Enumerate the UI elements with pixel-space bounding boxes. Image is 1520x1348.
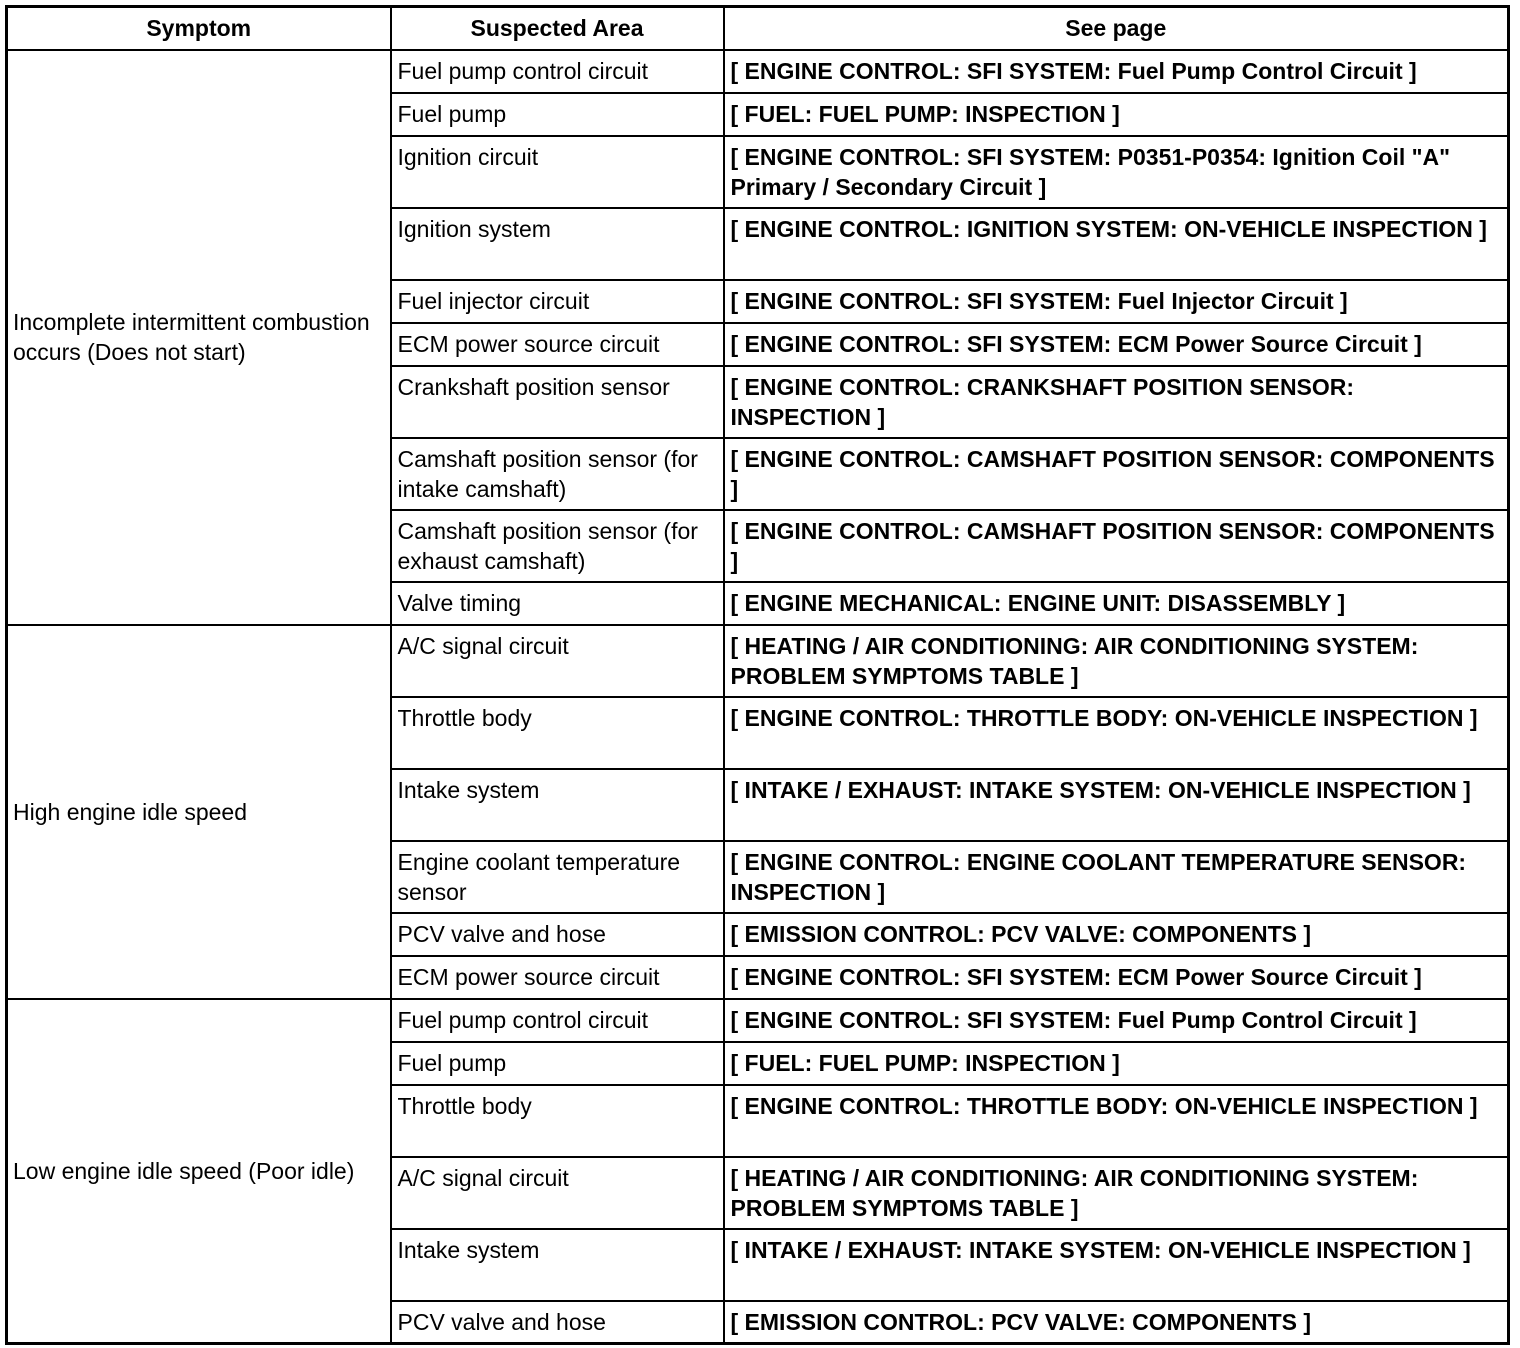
header-symptom: Symptom: [7, 7, 391, 50]
suspected-area-cell: ECM power source circuit: [391, 956, 724, 999]
suspected-area-cell: Fuel injector circuit: [391, 280, 724, 323]
suspected-area-cell: Fuel pump control circuit: [391, 50, 724, 93]
see-page-link[interactable]: [ HEATING / AIR CONDITIONING: AIR CONDITIONING SYSTEM: PROBLEM SYMPTOMS TABLE ]: [724, 1157, 1509, 1229]
see-page-link[interactable]: [ ENGINE CONTROL: THROTTLE BODY: ON-VEHICLE INSPECTION ]: [724, 697, 1509, 769]
suspected-area-cell: Engine coolant temperature sensor: [391, 841, 724, 913]
see-page-link[interactable]: [ ENGINE CONTROL: CAMSHAFT POSITION SENSOR: COMPONENTS ]: [724, 438, 1509, 510]
suspected-area-cell: Camshaft position sensor (for intake camshaft): [391, 438, 724, 510]
see-page-link[interactable]: [ ENGINE MECHANICAL: ENGINE UNIT: DISASSEMBLY ]: [724, 582, 1509, 625]
suspected-area-cell: Valve timing: [391, 582, 724, 625]
see-page-link[interactable]: [ HEATING / AIR CONDITIONING: AIR CONDITIONING SYSTEM: PROBLEM SYMPTOMS TABLE ]: [724, 625, 1509, 697]
header-row: [7, 7, 1509, 50]
suspected-area-cell: Fuel pump: [391, 1042, 724, 1085]
see-page-link[interactable]: [ ENGINE CONTROL: SFI SYSTEM: ECM Power Source Circuit ]: [724, 323, 1509, 366]
see-page-link[interactable]: [ INTAKE / EXHAUST: INTAKE SYSTEM: ON-VEHICLE INSPECTION ]: [724, 769, 1509, 841]
problem-symptoms-table: [5, 5, 1510, 1345]
see-page-link[interactable]: [ ENGINE CONTROL: IGNITION SYSTEM: ON-VEHICLE INSPECTION ]: [724, 208, 1509, 280]
table-row: [7, 999, 1509, 1042]
suspected-area-cell: ECM power source circuit: [391, 323, 724, 366]
see-page-link[interactable]: [ INTAKE / EXHAUST: INTAKE SYSTEM: ON-VEHICLE INSPECTION ]: [724, 1229, 1509, 1301]
see-page-link[interactable]: [ ENGINE CONTROL: SFI SYSTEM: Fuel Pump Control Circuit ]: [724, 999, 1509, 1042]
suspected-area-cell: A/C signal circuit: [391, 1157, 724, 1229]
see-page-link[interactable]: [ FUEL: FUEL PUMP: INSPECTION ]: [724, 93, 1509, 136]
suspected-area-cell: Ignition system: [391, 208, 724, 280]
suspected-area-cell: Crankshaft position sensor: [391, 366, 724, 438]
header-suspected-area: Suspected Area: [391, 7, 724, 50]
see-page-link[interactable]: [ ENGINE CONTROL: THROTTLE BODY: ON-VEHICLE INSPECTION ]: [724, 1085, 1509, 1157]
symptom-cell: High engine idle speed: [7, 625, 391, 999]
suspected-area-cell: Intake system: [391, 769, 724, 841]
see-page-link[interactable]: [ ENGINE CONTROL: SFI SYSTEM: P0351-P0354: Ignition Coil "A" Primary / Secondary Circuit ]: [724, 136, 1509, 208]
suspected-area-cell: Intake system: [391, 1229, 724, 1301]
see-page-link[interactable]: [ EMISSION CONTROL: PCV VALVE: COMPONENTS ]: [724, 913, 1509, 956]
see-page-link[interactable]: [ ENGINE CONTROL: CRANKSHAFT POSITION SENSOR: INSPECTION ]: [724, 366, 1509, 438]
symptom-cell: Low engine idle speed (Poor idle): [7, 999, 391, 1344]
suspected-area-cell: Throttle body: [391, 697, 724, 769]
suspected-area-cell: Throttle body: [391, 1085, 724, 1157]
suspected-area-cell: Fuel pump: [391, 93, 724, 136]
suspected-area-cell: Ignition circuit: [391, 136, 724, 208]
see-page-link[interactable]: [ EMISSION CONTROL: PCV VALVE: COMPONENTS ]: [724, 1301, 1509, 1344]
see-page-link[interactable]: [ ENGINE CONTROL: ENGINE COOLANT TEMPERATURE SENSOR: INSPECTION ]: [724, 841, 1509, 913]
symptom-cell: Incomplete intermittent combustion occurs (Does not start): [7, 50, 391, 625]
see-page-link[interactable]: [ ENGINE CONTROL: CAMSHAFT POSITION SENSOR: COMPONENTS ]: [724, 510, 1509, 582]
header-see-page: See page: [724, 7, 1509, 50]
see-page-link[interactable]: [ ENGINE CONTROL: SFI SYSTEM: Fuel Pump Control Circuit ]: [724, 50, 1509, 93]
suspected-area-cell: Fuel pump control circuit: [391, 999, 724, 1042]
table-row: [7, 50, 1509, 93]
table-body: [7, 50, 1509, 1344]
suspected-area-cell: Camshaft position sensor (for exhaust camshaft): [391, 510, 724, 582]
see-page-link[interactable]: [ FUEL: FUEL PUMP: INSPECTION ]: [724, 1042, 1509, 1085]
table-row: [7, 625, 1509, 697]
suspected-area-cell: A/C signal circuit: [391, 625, 724, 697]
suspected-area-cell: PCV valve and hose: [391, 1301, 724, 1344]
see-page-link[interactable]: [ ENGINE CONTROL: SFI SYSTEM: ECM Power Source Circuit ]: [724, 956, 1509, 999]
suspected-area-cell: PCV valve and hose: [391, 913, 724, 956]
see-page-link[interactable]: [ ENGINE CONTROL: SFI SYSTEM: Fuel Injector Circuit ]: [724, 280, 1509, 323]
